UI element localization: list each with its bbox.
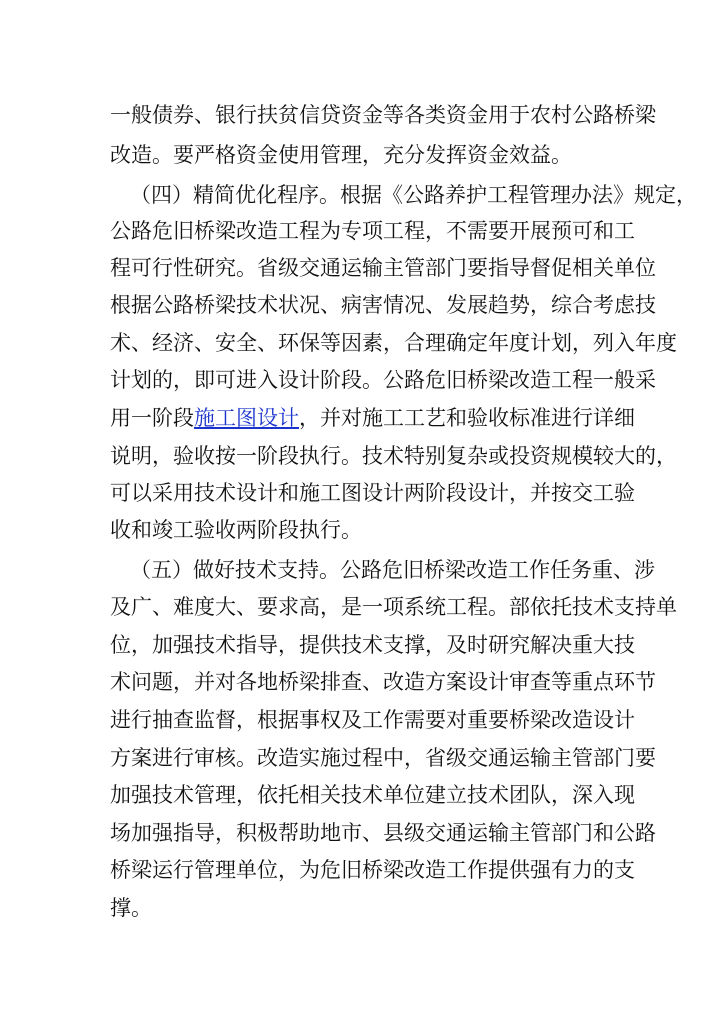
text-line: 根据公路桥梁技术状况、病害情况、发展趋势，综合考虑技 (110, 293, 656, 317)
construction-drawing-design-link[interactable]: 施工图设计 (194, 406, 299, 430)
text-line: 方案进行审核。改造实施过程中，省级交通运输主管部门要 (110, 746, 656, 770)
text-line: 场加强指导，积极帮助地市、县级交通运输主管部门和公路 (110, 821, 656, 845)
text-line: 进行抽查监督，根据事权及工作需要对重要桥梁改造设计 (110, 708, 635, 732)
text-line: 可以采用技术设计和施工图设计两阶段设计，并按交工验 (110, 481, 635, 505)
text-line: 术、经济、安全、环保等因素，合理确定年度计划，列入年度 (110, 331, 677, 355)
text-line: 一般债券、银行扶贫信贷资金等各类资金用于农村公路桥梁 (110, 103, 656, 127)
section-heading-line: （四）精简优化程序。根据《公路养护工程管理办法》规定， (130, 183, 697, 207)
text-segment: ，并对施工工艺和验收标准进行详细 (299, 406, 635, 430)
text-line: 撑。 (110, 896, 152, 920)
text-line: 位，加强技术指导，提供技术支撑，及时研究解决重大技 (110, 633, 635, 657)
section-heading-line: （五）做好技术支持。公路危旧桥梁改造工作任务重、涉 (130, 558, 655, 582)
text-line: 计划的，即可进入设计阶段。公路危旧桥梁改造工程一般采 (110, 368, 656, 392)
text-line: 收和竣工验收两阶段执行。 (110, 518, 362, 542)
text-line: 加强技术管理，依托相关技术单位建立技术团队，深入现 (110, 783, 635, 807)
text-line: 说明，验收按一阶段执行。技术特别复杂或投资规模较大的， (110, 444, 677, 468)
text-line-with-link (110, 400, 635, 436)
text-line: 改造。要严格资金使用管理，充分发挥资金效益。 (110, 143, 572, 167)
text-line: 公路危旧桥梁改造工程为专项工程，不需要开展预可和工 (110, 219, 635, 243)
text-line: 及广、难度大、要求高，是一项系统工程。部依托技术支持单 (110, 595, 677, 619)
text-segment: 用一阶段 (110, 406, 194, 430)
text-line: 桥梁运行管理单位，为危旧桥梁改造工作提供强有力的支 (110, 858, 635, 882)
text-line: 程可行性研究。省级交通运输主管部门要指导督促相关单位 (110, 256, 656, 280)
text-line: 术问题，并对各地桥梁排查、改造方案设计审查等重点环节 (110, 670, 656, 694)
